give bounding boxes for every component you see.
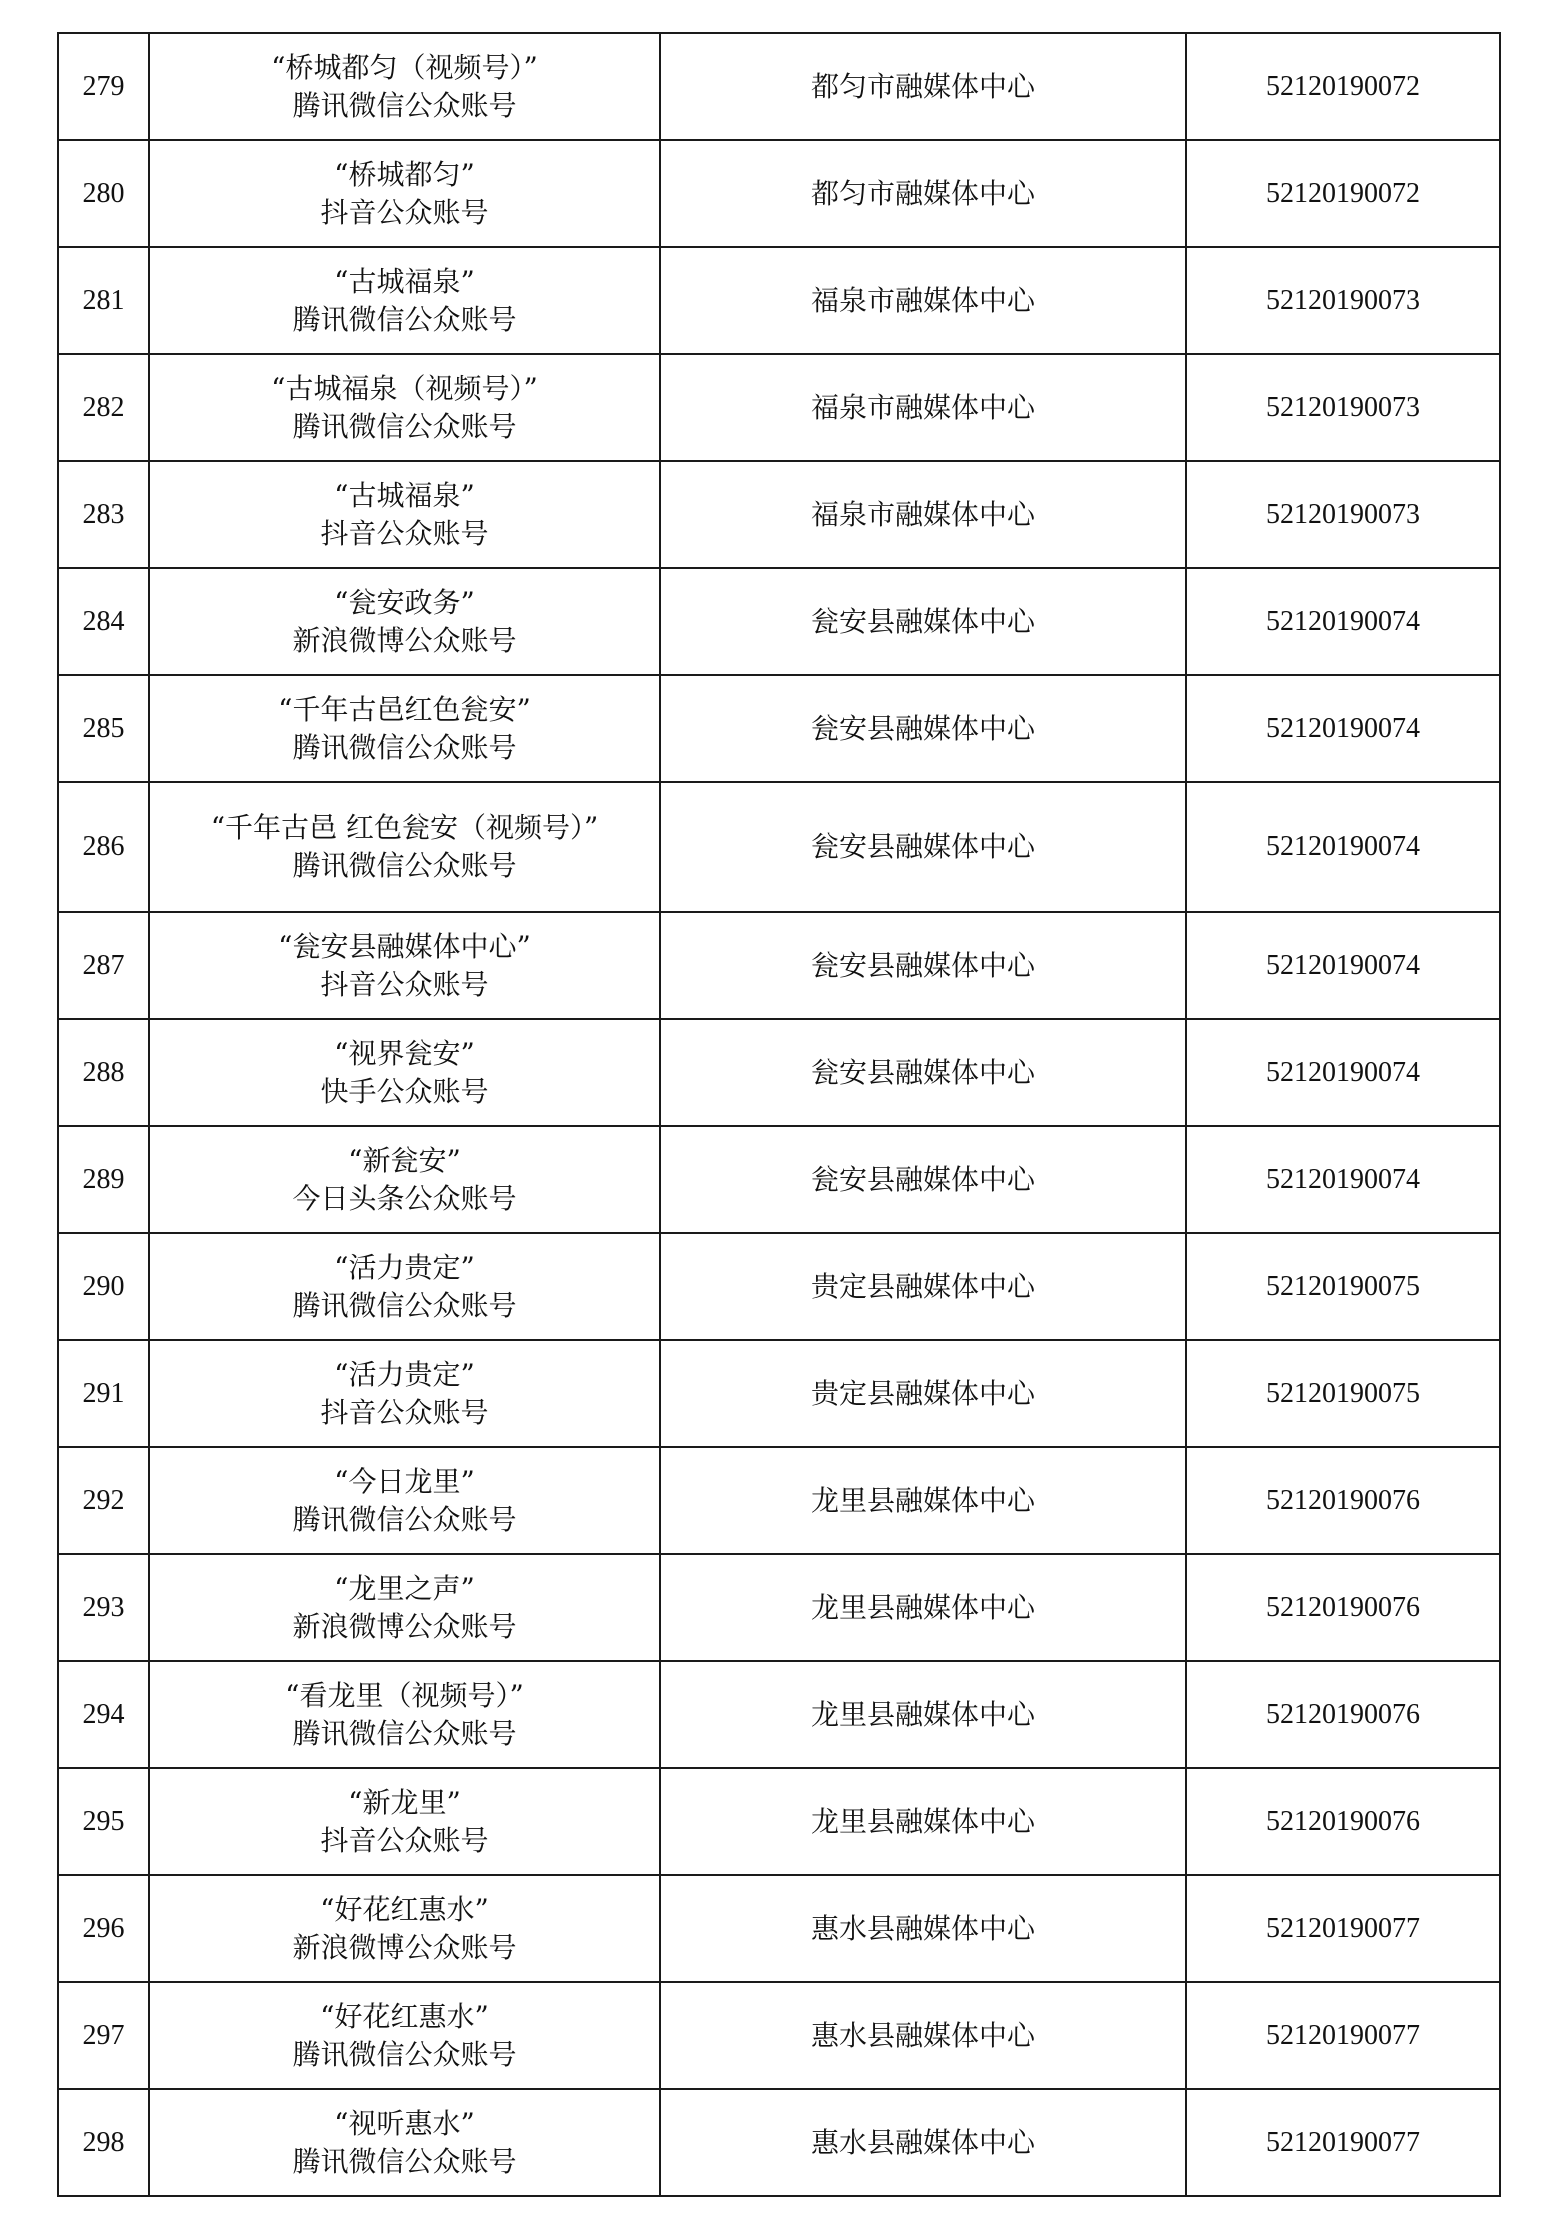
table-row <box>58 912 1500 1019</box>
registration-code: 52120190072 <box>1186 140 1500 247</box>
account-name: “今日龙里” <box>334 1464 475 1498</box>
table-row <box>58 1233 1500 1340</box>
registration-code: 52120190074 <box>1186 912 1500 1019</box>
account-platform: 新浪微博公众账号 <box>292 1930 517 1964</box>
row-number: 298 <box>58 2089 149 2196</box>
account-name: “看龙里（视频号）” <box>285 1678 524 1712</box>
account-platform: 抖音公众账号 <box>320 1823 489 1857</box>
organization: 龙里县融媒体中心 <box>660 1768 1186 1875</box>
account-name: “视界瓮安” <box>334 1036 475 1070</box>
account-name: “好花红惠水” <box>320 1892 489 1926</box>
registration-code: 52120190076 <box>1186 1768 1500 1875</box>
registration-code: 52120190074 <box>1186 675 1500 782</box>
account-name: “千年古邑 红色瓮安（视频号）” <box>210 811 599 844</box>
registration-code: 52120190077 <box>1186 1875 1500 1982</box>
table-row <box>58 568 1500 675</box>
account-platform: 今日头条公众账号 <box>292 1181 517 1215</box>
organization: 瓮安县融媒体中心 <box>660 1126 1186 1233</box>
account-name: “好花红惠水” <box>320 1999 489 2033</box>
organization: 惠水县融媒体中心 <box>660 1875 1186 1982</box>
account-name-cell <box>149 247 660 354</box>
registration-code: 52120190076 <box>1186 1554 1500 1661</box>
row-number: 286 <box>58 782 149 912</box>
account-name: “桥城都匀” <box>334 157 475 191</box>
account-platform: 腾讯微信公众账号 <box>292 2144 517 2178</box>
table-row <box>58 1768 1500 1875</box>
registration-code: 52120190074 <box>1186 1126 1500 1233</box>
organization: 惠水县融媒体中心 <box>660 1982 1186 2089</box>
organization: 福泉市融媒体中心 <box>660 247 1186 354</box>
account-name-cell <box>149 568 660 675</box>
row-number: 288 <box>58 1019 149 1126</box>
organization: 瓮安县融媒体中心 <box>660 912 1186 1019</box>
registration-code: 52120190074 <box>1186 1019 1500 1126</box>
table-row <box>58 140 1500 247</box>
organization: 贵定县融媒体中心 <box>660 1340 1186 1447</box>
account-name-cell <box>149 1982 660 2089</box>
table-row <box>58 1126 1500 1233</box>
account-name: “新瓮安” <box>348 1143 461 1177</box>
row-number: 282 <box>58 354 149 461</box>
row-number: 292 <box>58 1447 149 1554</box>
row-number: 280 <box>58 140 149 247</box>
account-platform: 快手公众账号 <box>320 1074 489 1108</box>
registration-code: 52120190075 <box>1186 1340 1500 1447</box>
organization: 都匀市融媒体中心 <box>660 140 1186 247</box>
registration-code: 52120190075 <box>1186 1233 1500 1340</box>
table-row <box>58 782 1500 912</box>
row-number: 293 <box>58 1554 149 1661</box>
account-name: “桥城都匀（视频号）” <box>271 50 538 84</box>
account-name: “龙里之声” <box>334 1571 475 1605</box>
account-name-cell <box>149 1768 660 1875</box>
account-name: “瓮安县融媒体中心” <box>278 929 531 963</box>
account-platform: 新浪微博公众账号 <box>292 623 517 657</box>
account-name: “活力贵定” <box>334 1250 475 1284</box>
organization: 龙里县融媒体中心 <box>660 1661 1186 1768</box>
row-number: 297 <box>58 1982 149 2089</box>
organization: 都匀市融媒体中心 <box>660 33 1186 140</box>
row-number: 295 <box>58 1768 149 1875</box>
organization: 瓮安县融媒体中心 <box>660 675 1186 782</box>
registration-code: 52120190073 <box>1186 354 1500 461</box>
account-name-cell <box>149 1661 660 1768</box>
account-name-cell <box>149 354 660 461</box>
account-name: “千年古邑红色瓮安” <box>278 692 531 726</box>
account-platform: 腾讯微信公众账号 <box>292 409 517 443</box>
table-row <box>58 1447 1500 1554</box>
account-name: “活力贵定” <box>334 1357 475 1391</box>
row-number: 283 <box>58 461 149 568</box>
table-row <box>58 2089 1500 2196</box>
account-platform: 腾讯微信公众账号 <box>292 849 517 882</box>
account-platform: 腾讯微信公众账号 <box>292 1288 517 1322</box>
registration-code: 52120190074 <box>1186 782 1500 912</box>
account-platform: 腾讯微信公众账号 <box>292 302 517 336</box>
organization: 福泉市融媒体中心 <box>660 354 1186 461</box>
account-name-cell <box>149 2089 660 2196</box>
table-row <box>58 1661 1500 1768</box>
organization: 瓮安县融媒体中心 <box>660 782 1186 912</box>
row-number: 296 <box>58 1875 149 1982</box>
row-number: 279 <box>58 33 149 140</box>
account-platform: 抖音公众账号 <box>320 195 489 229</box>
account-name: “新龙里” <box>348 1785 461 1819</box>
registration-code: 52120190076 <box>1186 1661 1500 1768</box>
table-body <box>58 33 1500 2196</box>
row-number: 284 <box>58 568 149 675</box>
account-name-cell <box>149 140 660 247</box>
account-platform: 腾讯微信公众账号 <box>292 730 517 764</box>
account-platform: 腾讯微信公众账号 <box>292 1716 517 1750</box>
table-row <box>58 1875 1500 1982</box>
registration-code: 52120190072 <box>1186 33 1500 140</box>
account-name-cell <box>149 675 660 782</box>
organization: 龙里县融媒体中心 <box>660 1447 1186 1554</box>
table-row <box>58 1340 1500 1447</box>
table-row <box>58 675 1500 782</box>
organization: 龙里县融媒体中心 <box>660 1554 1186 1661</box>
account-name: “古城福泉” <box>334 478 475 512</box>
account-registry-table <box>57 32 1501 2197</box>
row-number: 290 <box>58 1233 149 1340</box>
table-row <box>58 1982 1500 2089</box>
row-number: 294 <box>58 1661 149 1768</box>
account-platform: 抖音公众账号 <box>320 1395 489 1429</box>
account-name-cell <box>149 1447 660 1554</box>
account-name-cell <box>149 1340 660 1447</box>
organization: 贵定县融媒体中心 <box>660 1233 1186 1340</box>
account-platform: 新浪微博公众账号 <box>292 1609 517 1643</box>
account-platform: 腾讯微信公众账号 <box>292 2037 517 2071</box>
account-name: “古城福泉” <box>334 264 475 298</box>
row-number: 285 <box>58 675 149 782</box>
account-name-cell <box>149 912 660 1019</box>
account-name-cell <box>149 1233 660 1340</box>
organization: 瓮安县融媒体中心 <box>660 1019 1186 1126</box>
row-number: 289 <box>58 1126 149 1233</box>
row-number: 287 <box>58 912 149 1019</box>
table-row <box>58 1554 1500 1661</box>
account-name-cell <box>149 1554 660 1661</box>
registration-code: 52120190073 <box>1186 247 1500 354</box>
registration-code: 52120190076 <box>1186 1447 1500 1554</box>
table-row <box>58 354 1500 461</box>
registration-code: 52120190073 <box>1186 461 1500 568</box>
account-name-cell <box>149 33 660 140</box>
row-number: 281 <box>58 247 149 354</box>
registration-code: 52120190077 <box>1186 2089 1500 2196</box>
table-row <box>58 33 1500 140</box>
account-name-cell <box>149 782 660 912</box>
account-name-cell <box>149 1875 660 1982</box>
account-name-cell <box>149 1126 660 1233</box>
account-platform: 腾讯微信公众账号 <box>292 88 517 122</box>
organization: 瓮安县融媒体中心 <box>660 568 1186 675</box>
account-name-cell <box>149 461 660 568</box>
table-row <box>58 1019 1500 1126</box>
account-name: “视听惠水” <box>334 2106 475 2140</box>
row-number: 291 <box>58 1340 149 1447</box>
account-name-cell <box>149 1019 660 1126</box>
organization: 惠水县融媒体中心 <box>660 2089 1186 2196</box>
registration-code: 52120190074 <box>1186 568 1500 675</box>
table-row <box>58 461 1500 568</box>
account-platform: 抖音公众账号 <box>320 967 489 1001</box>
account-name: “古城福泉（视频号）” <box>271 371 538 405</box>
account-name: “瓮安政务” <box>334 585 475 619</box>
registration-code: 52120190077 <box>1186 1982 1500 2089</box>
account-platform: 腾讯微信公众账号 <box>292 1502 517 1536</box>
table-row <box>58 247 1500 354</box>
account-platform: 抖音公众账号 <box>320 516 489 550</box>
organization: 福泉市融媒体中心 <box>660 461 1186 568</box>
